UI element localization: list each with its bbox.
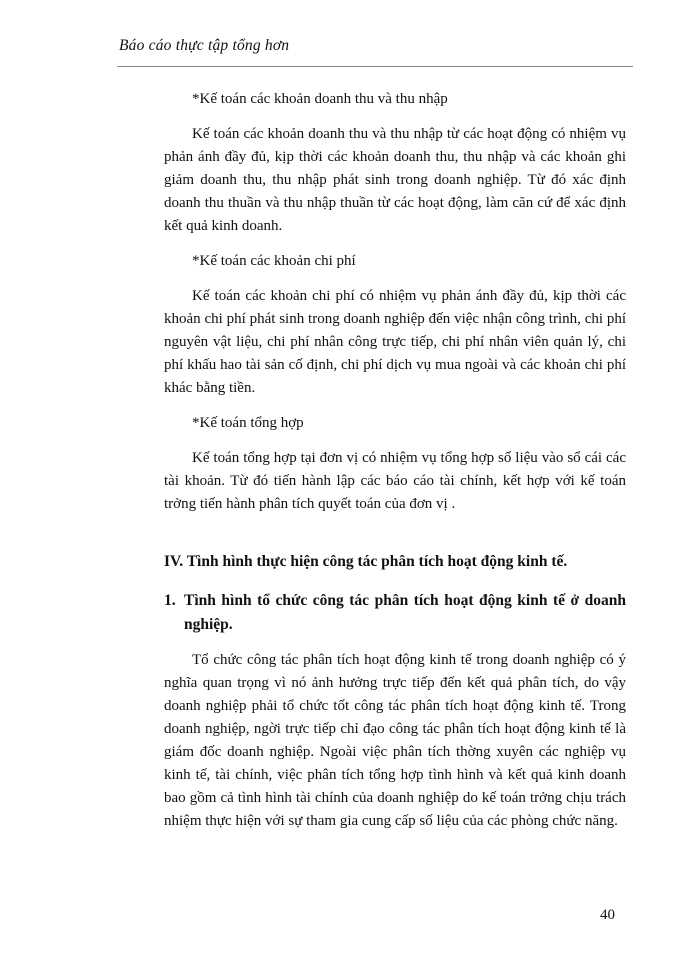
revenue-accounting-paragraph: Kế toán các khoản doanh thu và thu nhập từ các hoạt động có nhiệm vụ phản ánh đầy đủ, kịp thời các khoản doanh thu, thu nhập và các khoản ghi giảm doanh thu, thu nhập phát sinh trong doanh nghiệp. Từ đó xác định doanh thu thuần và thu nhập thuần từ các hoạt động, làm căn cứ để xác định kết quả kinh doanh. (164, 126, 626, 234)
revenue-accounting-heading: *Kế toán các khoản doanh thu và thu nhập (192, 91, 448, 107)
section-iv-title: IV. Tình hình thực hiện công tác phân tích hoạt động kinh tế. (164, 553, 568, 570)
running-header: Báo cáo thực tập tổng hơn (119, 37, 290, 54)
page-number: 40 (600, 907, 615, 923)
spacer (164, 400, 626, 412)
expense-accounting-heading: *Kế toán các khoản chi phí (192, 253, 356, 269)
subsection-1-number: 1. (164, 592, 176, 609)
subsection-1-paragraph: Tổ chức công tác phân tích hoạt động kinh tế trong doanh nghiệp có ý nghĩa quan trọng vì nó ảnh hưởng trực tiếp đến kết quả phân tích, do vậy doanh nghiệp phải tổ chức tốt công tác phân tích hoạt động kinh tế. Trong doanh nghiệp, ngời trực tiếp chỉ đạo công tác phân tích hoạt động kinh tế là giám đốc doanh nghiệp. Ngoài việc phân tích thờng xuyên các nghiệp vụ kinh tế, tài chính, việc phân tích tổng hợp tình hình và kết quả kinh doanh bao gồm cả tình hình tài chính của doanh nghiệp do kế toán trởng chịu trách nhiệm thực hiện với sự tham gia cung cấp số liệu của các phòng chức năng. (164, 652, 626, 829)
spacer (164, 573, 626, 589)
spacer (164, 637, 626, 649)
general-accounting-paragraph: Kế toán tổng hợp tại đơn vị có nhiệm vụ tổng hợp số liệu vào sổ cái các tài khoản. Từ đó tiến hành lập các báo cáo tài chính, kết hợp với kế toán trởng tiến hành phân tích quyết toán của đơn vị . (164, 450, 626, 512)
spacer (164, 111, 626, 123)
subsection-1-heading (164, 589, 626, 637)
subsection-1-title: Tình hình tổ chức công tác phân tích hoạt động kinh tế ở doanh nghiệp. (184, 592, 626, 633)
spacer (164, 238, 626, 250)
spacer (164, 516, 626, 550)
document-body (164, 88, 626, 833)
spacer (164, 273, 626, 285)
general-accounting-heading: *Kế toán tổng hợp (192, 415, 304, 431)
header-divider (117, 66, 633, 67)
expense-accounting-paragraph: Kế toán các khoản chi phí có nhiệm vụ phản ánh đầy đủ, kịp thời các khoản chi phí phát sinh trong doanh nghiệp đến việc nhận công trình, chi phí nguyên vật liệu, chi phí nhân công trực tiếp, chi phí nhân viên quản lý, chi phí khấu hao tài sản cố định, chi phí dịch vụ mua ngoài và các khoản chi phí khác bằng tiền. (164, 288, 626, 396)
spacer (164, 435, 626, 447)
